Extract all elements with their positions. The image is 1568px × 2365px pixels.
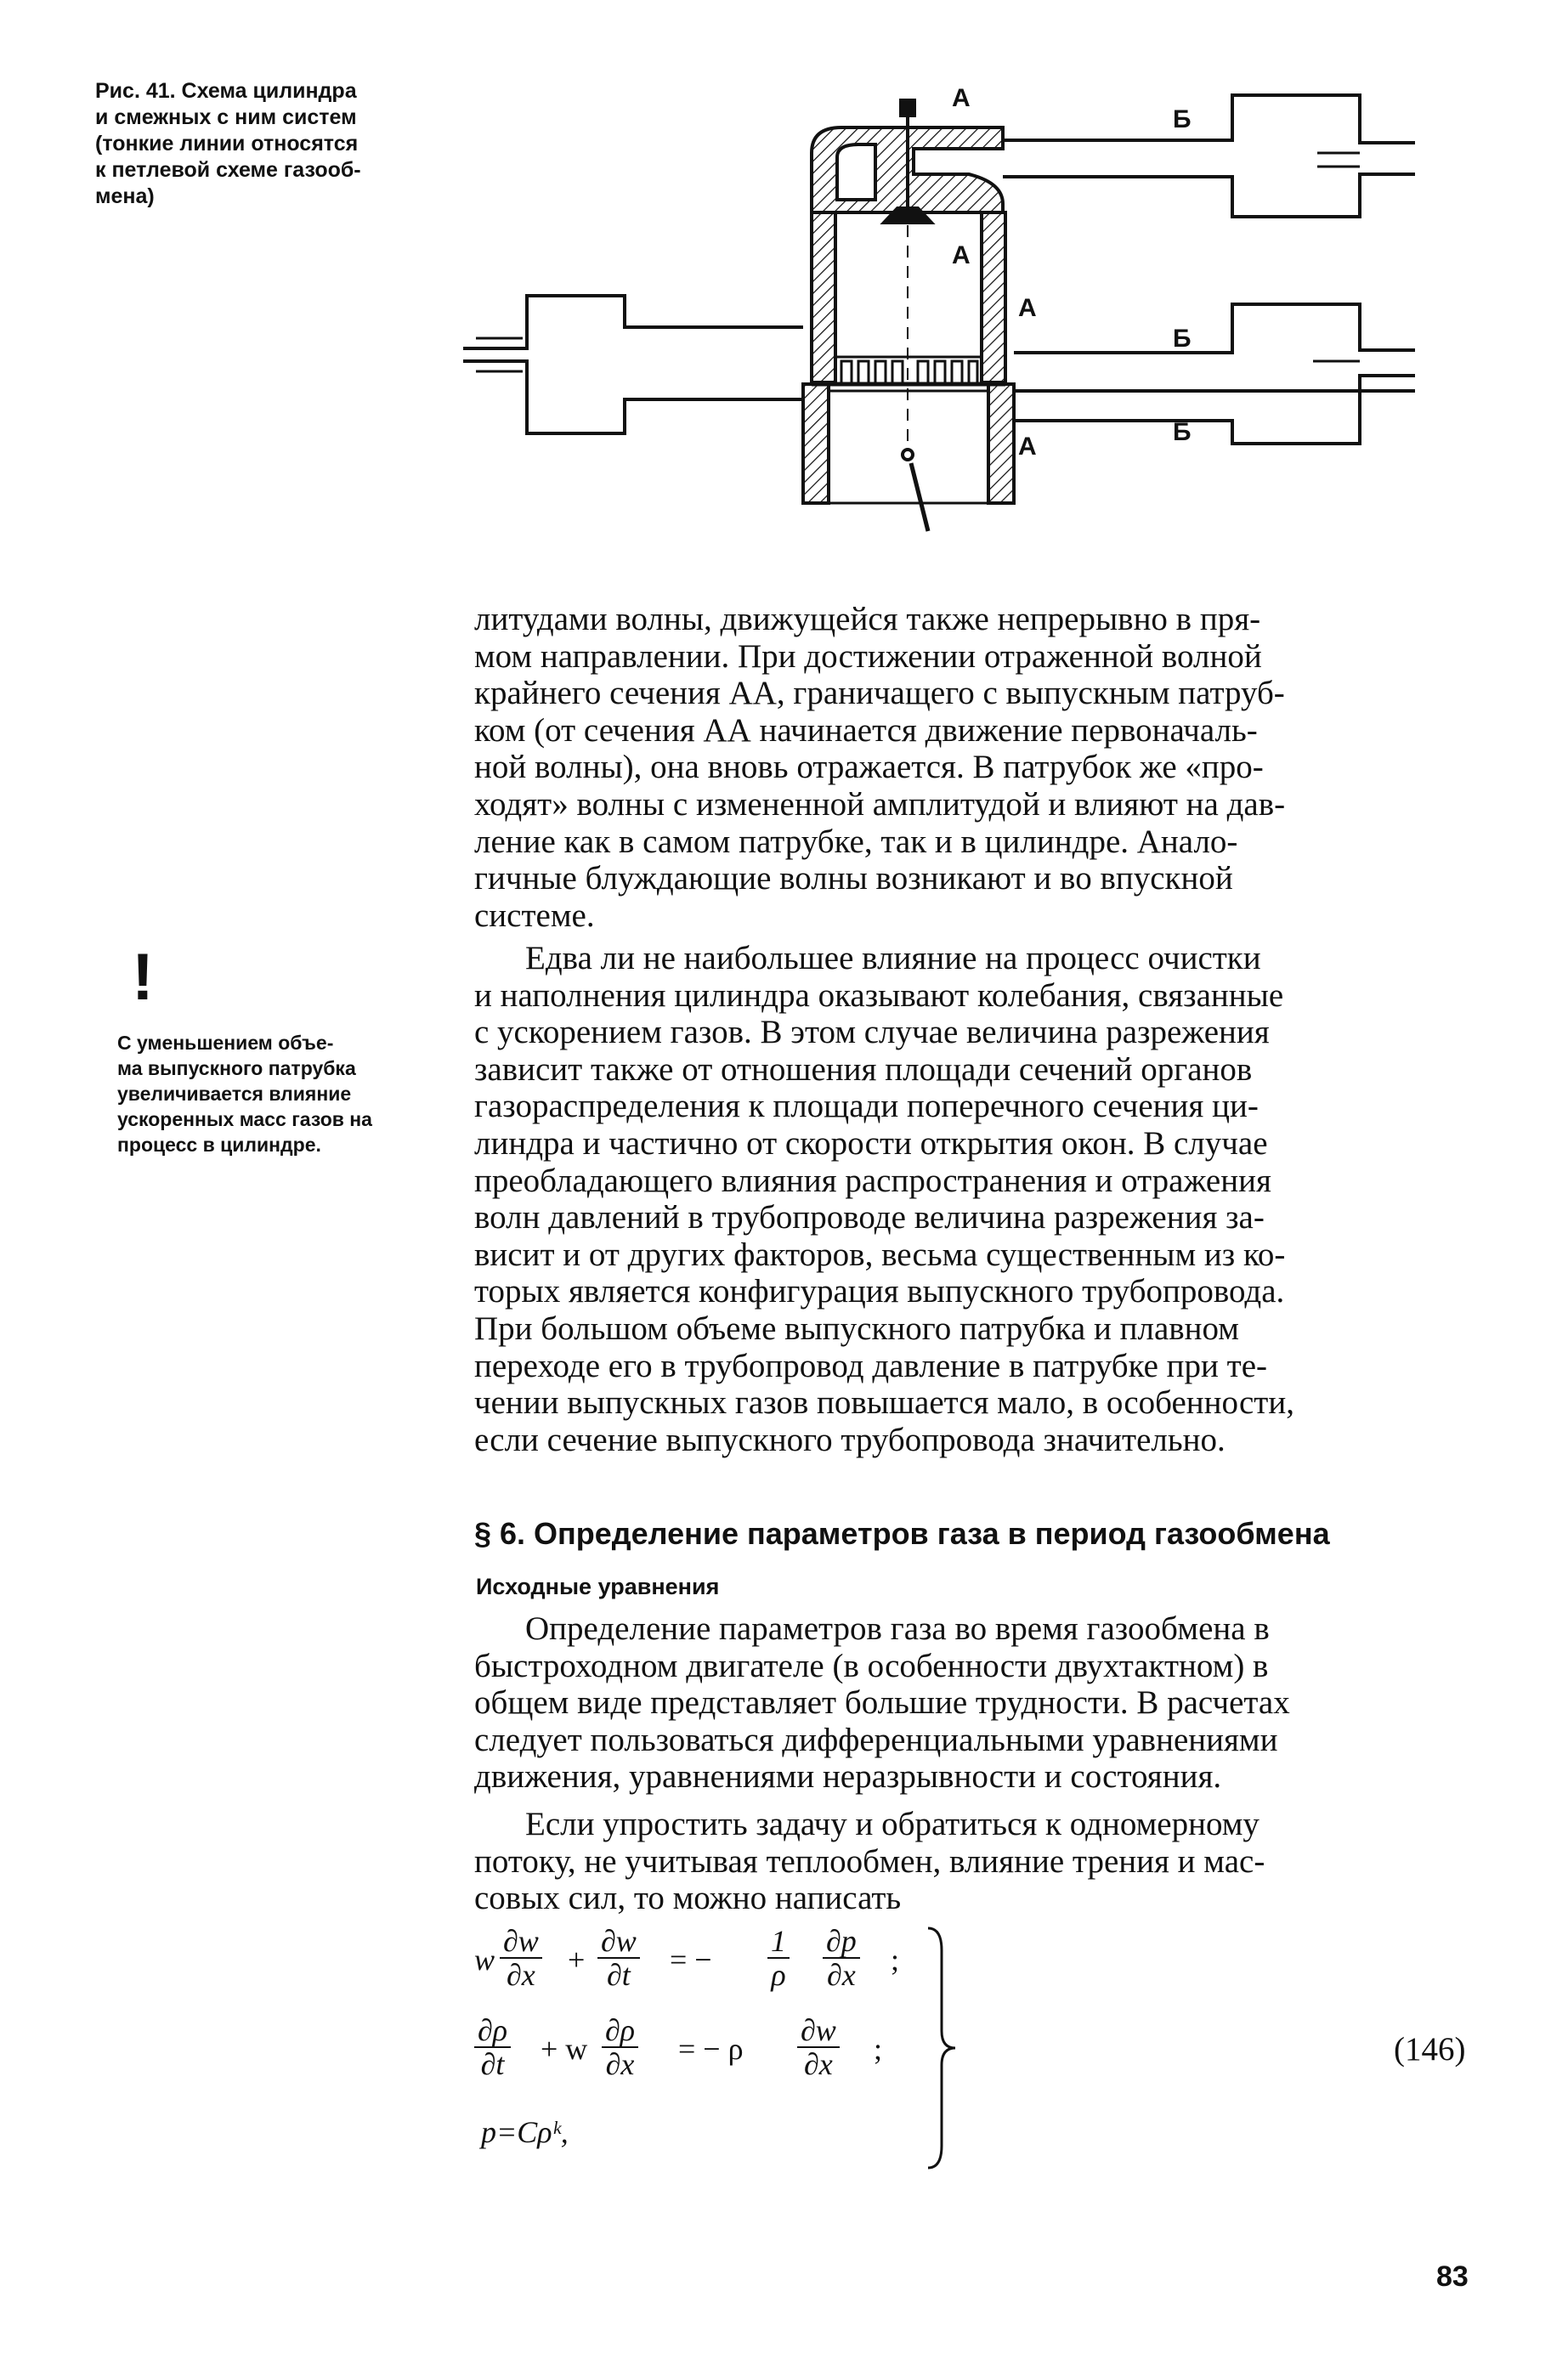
section-subtitle: Исходные уравнения bbox=[476, 1574, 720, 1599]
eq1-equals: = − bbox=[670, 1943, 712, 1977]
label-b-mid: Б bbox=[1173, 325, 1192, 353]
section-title: § 6. Определение параметров газа в период газообмена bbox=[474, 1516, 1330, 1551]
eq1-plus: + bbox=[568, 1943, 586, 1977]
text-line: ление как в самом патрубке, так и в цилиндре. Анало- bbox=[474, 823, 1238, 860]
equation-number: (146) bbox=[1394, 2031, 1466, 2068]
eq1-frac3: $\frac{1}{\rho}$ bbox=[767, 1925, 790, 1991]
label-a-port-lower: А bbox=[1018, 433, 1037, 461]
eq2-equals: = − ρ bbox=[678, 2032, 744, 2066]
eq2-plus: + w bbox=[541, 2032, 588, 2066]
text-line: ком (от сечения АА начинается движение первоначаль- bbox=[474, 711, 1258, 749]
paragraph-1 bbox=[474, 601, 1470, 934]
eq2-frac2: $\frac{\partial\rho}{\partial x}$ bbox=[602, 2014, 638, 2080]
text-line: следует пользоваться дифференциальными уравнениями bbox=[474, 1721, 1278, 1758]
text-line: общем виде представляет большие трудности. В расчетах bbox=[474, 1684, 1290, 1722]
eq2-frac3: $\frac{\partial w}{\partial x}$ bbox=[797, 2014, 840, 2080]
text-line: ной волны), она вновь отражается. В патрубок же «про- bbox=[474, 749, 1264, 786]
label-b-low: Б bbox=[1173, 418, 1192, 446]
label-a-mid: А bbox=[952, 241, 971, 269]
text-line: совых сил, то можно написать bbox=[474, 1880, 902, 1917]
cylinder-diagram bbox=[450, 68, 1419, 544]
text-line: гичные блуждающие волны возникают и во впускной bbox=[474, 860, 1233, 897]
caption-line: (тонкие линии относятся bbox=[95, 132, 359, 156]
text-line: мом направлении. При достижении отраженной волной bbox=[474, 637, 1262, 675]
figure-caption bbox=[95, 78, 420, 210]
exclamation-icon: ! bbox=[132, 939, 154, 1014]
text-line: потоку, не учитывая теплообмен, влияние трения и мас- bbox=[474, 1842, 1265, 1880]
text-line: зависит также от отношения площади сечений органов bbox=[474, 1050, 1253, 1088]
eq1-w: w bbox=[474, 1943, 495, 1977]
label-a-top: А bbox=[952, 84, 971, 112]
eq2-frac1: $\frac{\partial\rho}{\partial t}$ bbox=[474, 2014, 511, 2080]
text-line: При большом объеме выпускного патрубка и плавном bbox=[474, 1310, 1239, 1347]
text-line: висит и от других факторов, весьма существенным из ко- bbox=[474, 1236, 1286, 1273]
caption-line: и смежных с ним систем bbox=[95, 105, 357, 129]
text-line: волн давлений в трубопроводе величина разрежения за- bbox=[474, 1199, 1265, 1236]
paragraph-2 bbox=[474, 940, 1470, 1458]
text-line: чении выпускных газов повышается мало, в особенности, bbox=[474, 1384, 1294, 1422]
note-line: С уменьшением объе- bbox=[117, 1032, 334, 1054]
side-note bbox=[117, 1030, 427, 1157]
text-line: Определение параметров газа во время газообмена в bbox=[525, 1610, 1270, 1647]
equation-system bbox=[474, 1925, 1324, 2171]
paragraph-3 bbox=[474, 1610, 1470, 1796]
text-line: если сечение выпускного трубопровода значительно. bbox=[474, 1421, 1226, 1458]
label-a-port-upper: А bbox=[1018, 294, 1037, 322]
text-line: Если упростить задачу и обратиться к одномерному bbox=[525, 1806, 1259, 1842]
eq2-end: ; bbox=[874, 2032, 883, 2066]
text-line: торых является конфигурация выпускного трубопровода. bbox=[474, 1273, 1285, 1310]
note-line: ма выпускного патрубка bbox=[117, 1057, 356, 1079]
text-line: литудами волны, движущейся также непрерывно в пря- bbox=[474, 601, 1261, 637]
text-line: с ускорением газов. В этом случае величина разрежения bbox=[474, 1014, 1270, 1051]
text-line: системе. bbox=[474, 897, 595, 934]
text-line: быстроходном двигателе (в особенности двухтактном) в bbox=[474, 1647, 1269, 1684]
note-line: процесс в цилиндре. bbox=[117, 1134, 321, 1156]
caption-line: к петлевой схеме газооб- bbox=[95, 158, 361, 182]
caption-line: мена) bbox=[95, 184, 155, 208]
text-line: движения, уравнениями неразрывности и состояния. bbox=[474, 1758, 1222, 1796]
eq1-end: ; bbox=[891, 1943, 900, 1977]
text-line: и наполнения цилиндра оказывают колебания, связанные bbox=[474, 976, 1284, 1014]
text-line: линдра и частично от скорости открытия окон. В случае bbox=[474, 1124, 1268, 1162]
caption-line: Рис. 41. Схема цилиндра bbox=[95, 79, 357, 103]
text-line: ходят» волны с измененной амплитудой и влияют на дав- bbox=[474, 785, 1286, 823]
text-line: переходе его в трубопровод давление в патрубке при те- bbox=[474, 1347, 1268, 1384]
paragraph-4 bbox=[474, 1806, 1470, 1917]
label-b-top: Б bbox=[1173, 105, 1192, 133]
text-line: газораспределения к площади поперечного сечения ци- bbox=[474, 1088, 1259, 1125]
note-line: увеличивается влияние bbox=[117, 1083, 352, 1105]
text-line: крайнего сечения АА, граничащего с выпускным патруб- bbox=[474, 675, 1285, 712]
eq1-frac4: $\frac{\partial p}{\partial x}$ bbox=[823, 1925, 860, 1991]
eq1-frac1: $\frac{\partial w}{\partial x}$ bbox=[500, 1925, 542, 1991]
text-line: преобладающего влияния распространения и отражения bbox=[474, 1162, 1271, 1199]
eq1-frac2: $\frac{\partial w}{\partial t}$ bbox=[597, 1925, 640, 1991]
text-line: Едва ли не наибольшее влияние на процесс очистки bbox=[525, 940, 1261, 976]
note-line: ускоренных масс газов на bbox=[117, 1108, 372, 1130]
right-brace bbox=[925, 1925, 959, 2171]
page-number: 83 bbox=[1436, 2260, 1469, 2293]
eq3: p=Cρᵏ, bbox=[481, 2115, 569, 2149]
